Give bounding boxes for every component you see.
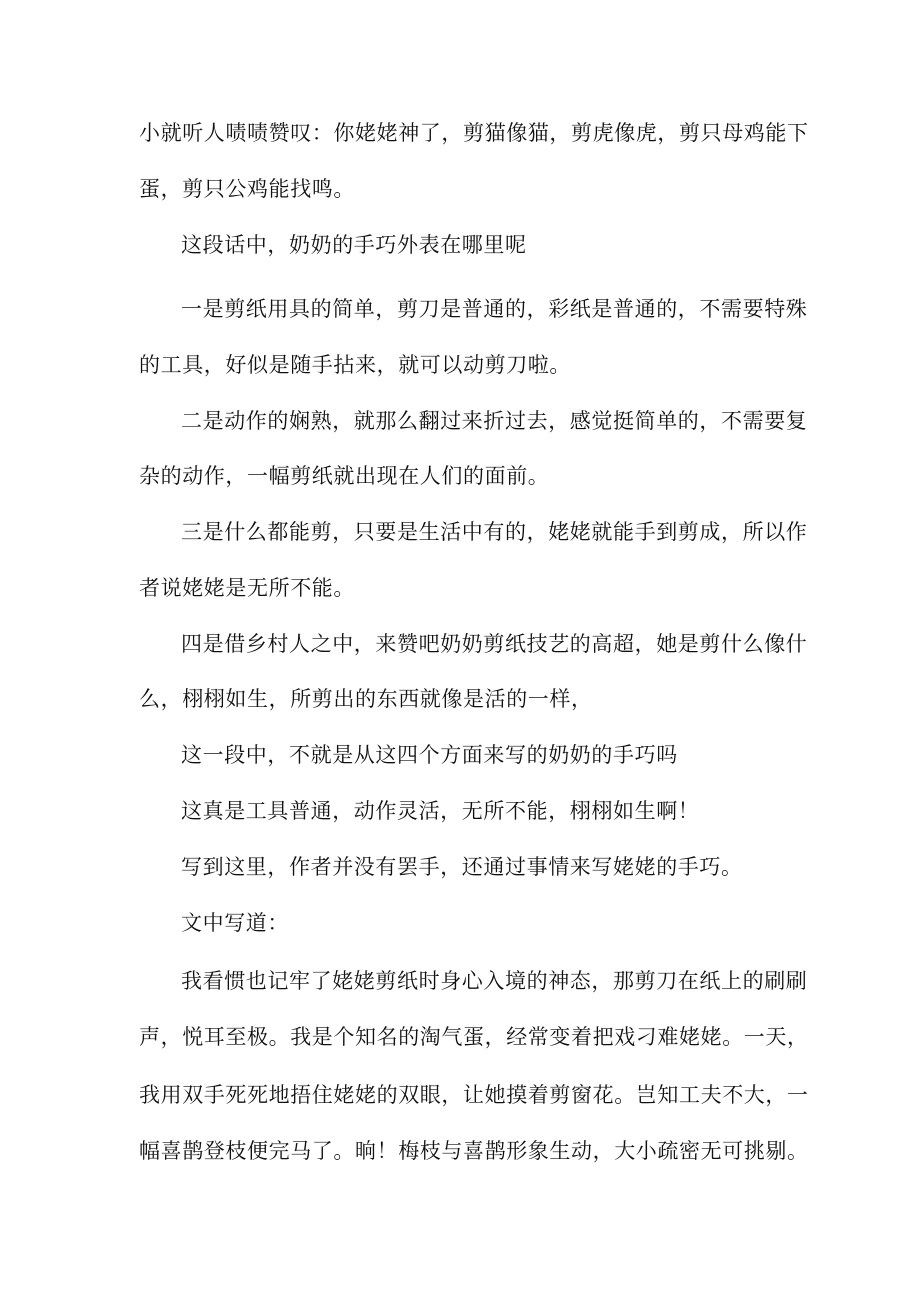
text-line: 声，悦耳至极。我是个知名的淘气蛋，经常变着把戏刁难姥姥。一天， bbox=[139, 1025, 809, 1049]
text-line: 杂的动作，一幅剪纸就出现在人们的面前。 bbox=[139, 464, 550, 488]
text-line: 这一段中，不就是从这四个方面来写的奶奶的手巧吗 bbox=[181, 743, 678, 767]
text-line: 幅喜鹊登枝便完马了。晌！梅枝与喜鹊形象生动，大小疏密无可挑剔。 bbox=[139, 1139, 809, 1163]
text-line: 者说姥姥是无所不能。 bbox=[139, 576, 355, 600]
text-line: 这段话中，奶奶的手巧外表在哪里呢 bbox=[181, 233, 527, 257]
text-line: 么，栩栩如生，所剪出的东西就像是活的一样， bbox=[139, 687, 593, 711]
text-line: 我用双手死死地捂住姥姥的双眼，让她摸着剪窗花。岂知工夫不大，一 bbox=[139, 1083, 809, 1107]
text-line: 的工具，好似是随手拈来，就可以动剪刀啦。 bbox=[139, 353, 571, 377]
text-line: 这真是工具普通，动作灵活，无所不能，栩栩如生啊！ bbox=[181, 799, 700, 823]
text-line: 写到这里，作者并没有罢手，还通过事情来写姥姥的手巧。 bbox=[181, 855, 743, 879]
text-line: 文中写道： bbox=[181, 911, 289, 935]
text-line: 一是剪纸用具的简单，剪刀是普通的，彩纸是普通的，不需要特殊 bbox=[181, 297, 808, 321]
text-line: 蛋，剪只公鸡能找鸣。 bbox=[139, 177, 355, 201]
text-line: 小就听人啧啧赞叹：你姥姥神了，剪猫像猫，剪虎像虎，剪只母鸡能下 bbox=[139, 121, 809, 145]
text-line: 二是动作的娴熟，就那么翻过来折过去，感觉挺简单的，不需要复 bbox=[181, 409, 808, 433]
text-line: 三是什么都能剪，只要是生活中有的，姥姥就能手到剪成，所以作 bbox=[181, 520, 808, 544]
text-line: 四是借乡村人之中，来赞吧奶奶剪纸技艺的高超，她是剪什么像什 bbox=[181, 632, 808, 656]
text-line: 我看惯也记牢了姥姥剪纸时身心入境的神态，那剪刀在纸上的刷刷 bbox=[181, 969, 808, 993]
